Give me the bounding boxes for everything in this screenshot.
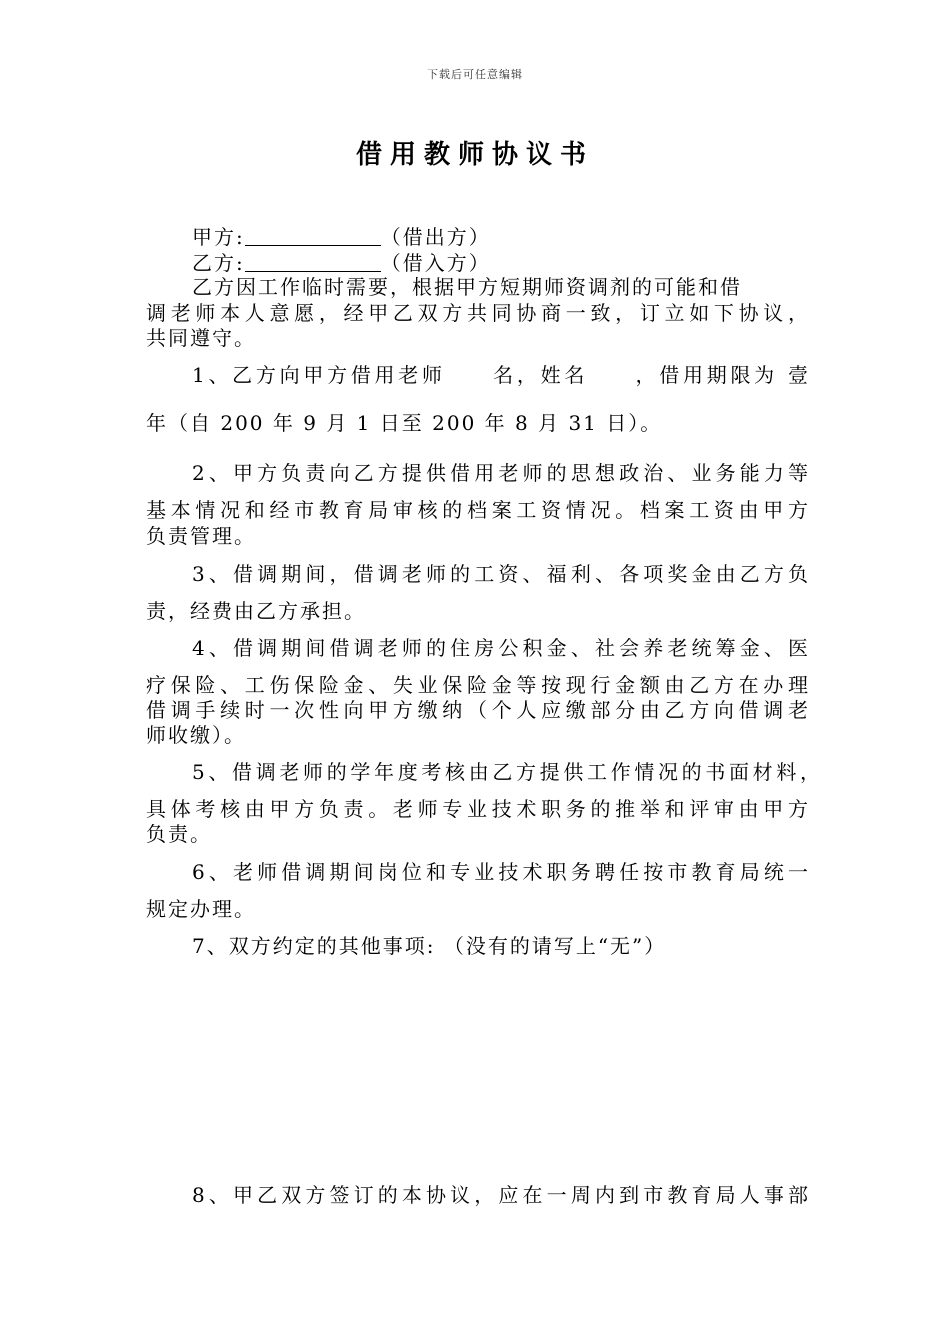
clause-6-line-1: 6、老师借调期间岗位和专业技术职务聘任按市教育局统一	[192, 860, 810, 884]
intro-line-2: 调老师本人意愿，经甲乙双方共同协商一致，订立如下协议，	[146, 301, 810, 325]
document-title: 借用教师协议书	[355, 140, 594, 170]
clause-2-line-3: 负责管理。	[146, 524, 256, 548]
clause-4-line-2: 疗保险、工伤保险金、失业保险金等按现行金额由乙方在办理	[146, 673, 810, 697]
party-b-line	[192, 250, 491, 276]
intro-line-3: 共同遵守。	[146, 326, 256, 350]
clause-6-line-2: 规定办理。	[146, 897, 256, 921]
party-a-label: 甲方:	[192, 225, 245, 249]
clause-4-line-1: 4、借调期间借调老师的住房公积金、社会养老统筹金、医	[192, 636, 810, 660]
clause-3-line-2: 责，经费由乙方承担。	[146, 599, 366, 623]
party-a-blank	[245, 225, 381, 246]
clause-5-line-2: 具体考核由甲方负责。老师专业技术职务的推举和评审由甲方	[146, 797, 810, 821]
clause-8-line-1: 8、甲乙双方签订的本协议，应在一周内到市教育局人事部	[192, 1183, 810, 1207]
clause-4-line-4: 师收缴）。	[146, 723, 246, 747]
party-a-role: （借出方）	[380, 225, 491, 249]
party-b-label: 乙方:	[192, 251, 245, 275]
clause-7-line-1: 7、双方约定的其他事项: （没有的请写上“无”）	[192, 934, 667, 958]
party-b-role: （借入方）	[380, 251, 491, 275]
clause-3-line-1: 3、借调期间，借调老师的工资、福利、各项奖金由乙方负	[192, 562, 810, 586]
intro-line-1: 乙方因工作临时需要，根据甲方短期师资调剂的可能和借	[192, 275, 742, 299]
clause-2-line-1: 2、甲方负责向乙方提供借用老师的思想政治、业务能力等	[192, 461, 810, 485]
header-note: 下载后可任意编辑	[427, 68, 523, 81]
party-b-blank	[245, 251, 381, 272]
party-a-line	[192, 224, 491, 250]
clause-1-line-2: 年（自 200 年 9 月 1 日至 200 年 8 月 31 日）。	[146, 411, 663, 435]
clause-5-line-3: 负责。	[146, 822, 212, 846]
clause-5-line-1: 5、借调老师的学年度考核由乙方提供工作情况的书面材料，	[192, 760, 822, 784]
clause-1-line-1: 1、乙方向甲方借用老师 名，姓名 ，借用期限为 壹	[192, 363, 810, 387]
clause-2-line-2: 基本情况和经市教育局审核的档案工资情况。档案工资由甲方	[146, 498, 810, 522]
clause-4-line-3: 借调手续时一次性向甲方缴纳（个人应缴部分由乙方向借调老	[146, 698, 810, 722]
